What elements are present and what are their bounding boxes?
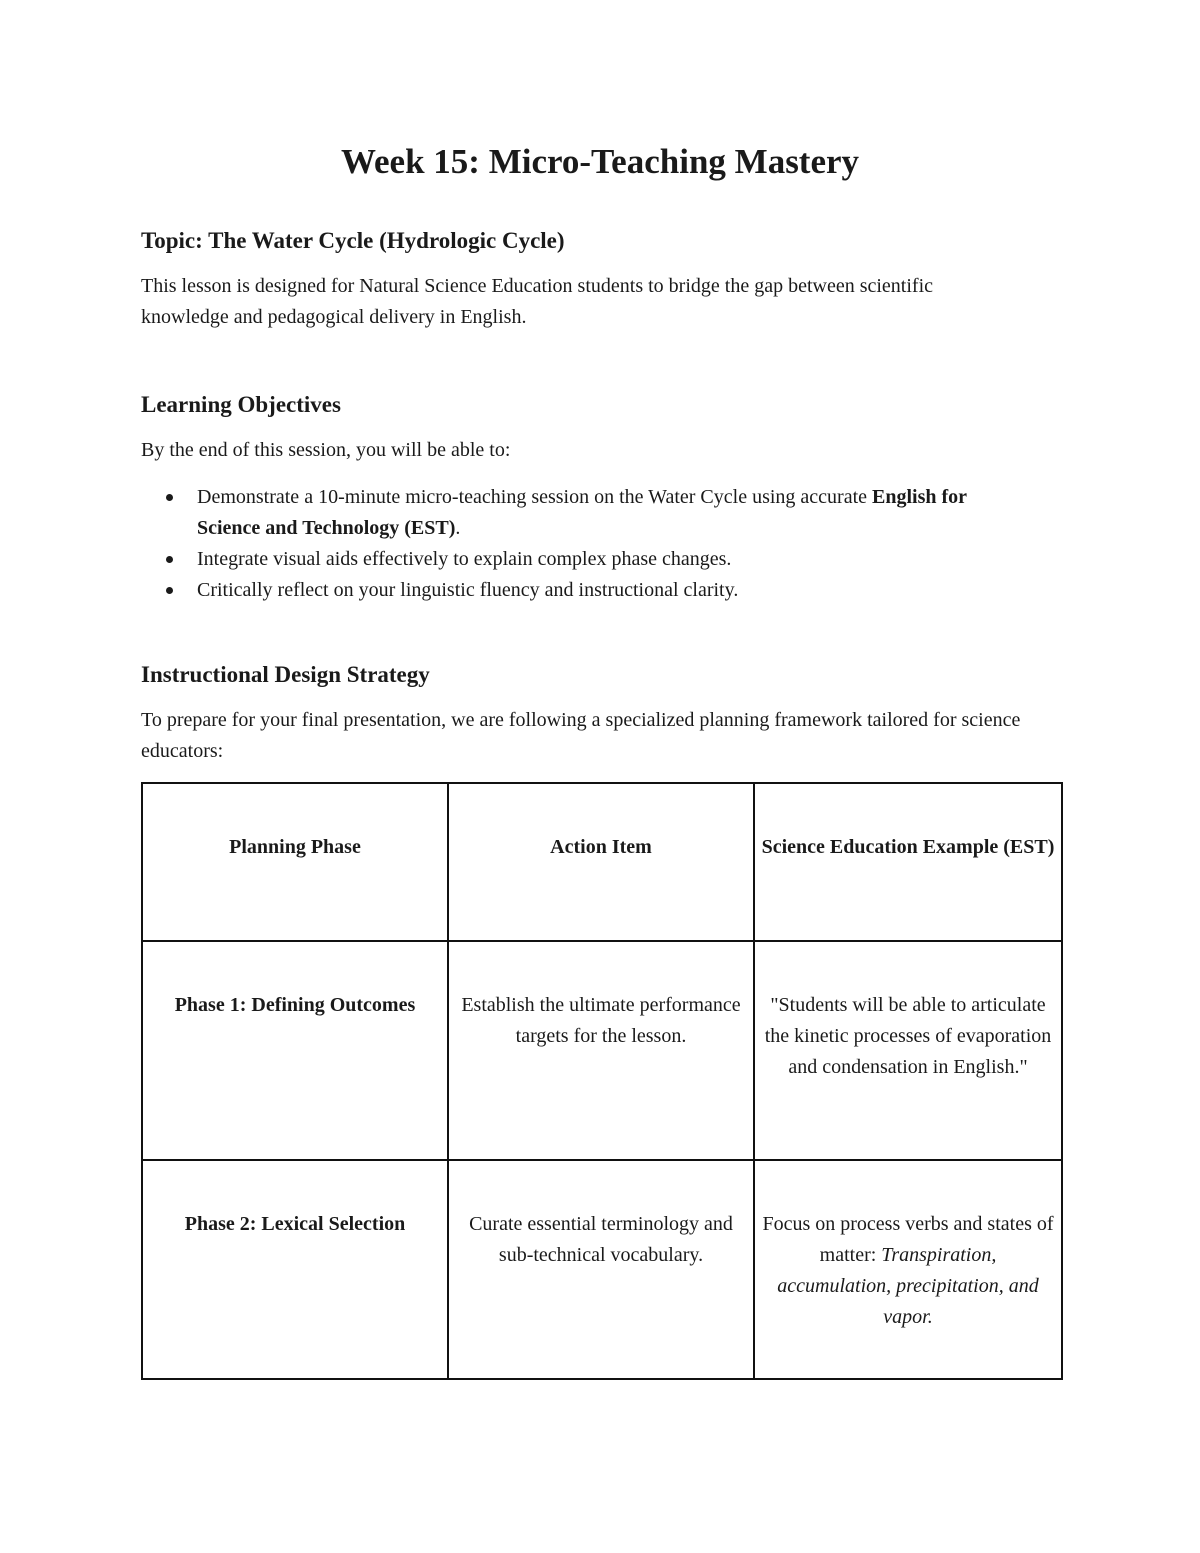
bullet-icon [166,587,173,594]
phase-cell: Phase 2: Lexical Selection [142,1160,448,1379]
objectives-list [141,482,1021,606]
header-planning-phase: Planning Phase [142,783,448,941]
strategy-intro: To prepare for your final presentation, we are following a specialized planning framework tailored for science educators: [141,709,1021,762]
topic-heading: Topic: The Water Cycle (Hydrologic Cycle) [141,228,565,253]
table-row [142,941,1062,1160]
action-cell: Curate essential terminology and sub-technical vocabulary. [448,1160,754,1379]
table-header-row [142,783,1062,941]
objectives-intro: By the end of this session, you will be able to: [141,439,511,461]
list-item: Critically reflect on your linguistic fluency and instructional clarity. [141,575,1021,606]
header-action-item: Action Item [448,783,754,941]
header-example: Science Education Example (EST) [754,783,1062,941]
planning-table [141,782,1063,1380]
list-item: Demonstrate a 10-minute micro-teaching session on the Water Cycle using accurate English for Science and Technology (EST). [141,482,1021,544]
example-cell: "Students will be able to articulate the kinetic processes of evaporation and condensation in English." [754,941,1062,1160]
example-cell: Focus on process verbs and states of matter: Transpiration, accumulation, precipitation, and vapor. [754,1160,1062,1379]
action-cell: Establish the ultimate performance targets for the lesson. [448,941,754,1160]
strategy-heading: Instructional Design Strategy [141,662,430,687]
example-terms: Transpiration, accumulation, precipitation, and vapor. [777,1244,1039,1328]
topic-text: This lesson is designed for Natural Science Education students to bridge the gap between scientific knowledge and pedagogical delivery in English. [141,275,934,328]
phase-cell: Phase 1: Defining Outcomes [142,941,448,1160]
list-item: Integrate visual aids effectively to explain complex phase changes. [141,544,1021,575]
bullet-icon [166,556,173,563]
est-term: English for Science and Technology (EST) [197,486,967,539]
bullet-icon [166,494,173,501]
objectives-heading: Learning Objectives [141,392,341,417]
table-row [142,1160,1062,1379]
page-title: Week 15: Micro-Teaching Mastery [340,142,860,181]
